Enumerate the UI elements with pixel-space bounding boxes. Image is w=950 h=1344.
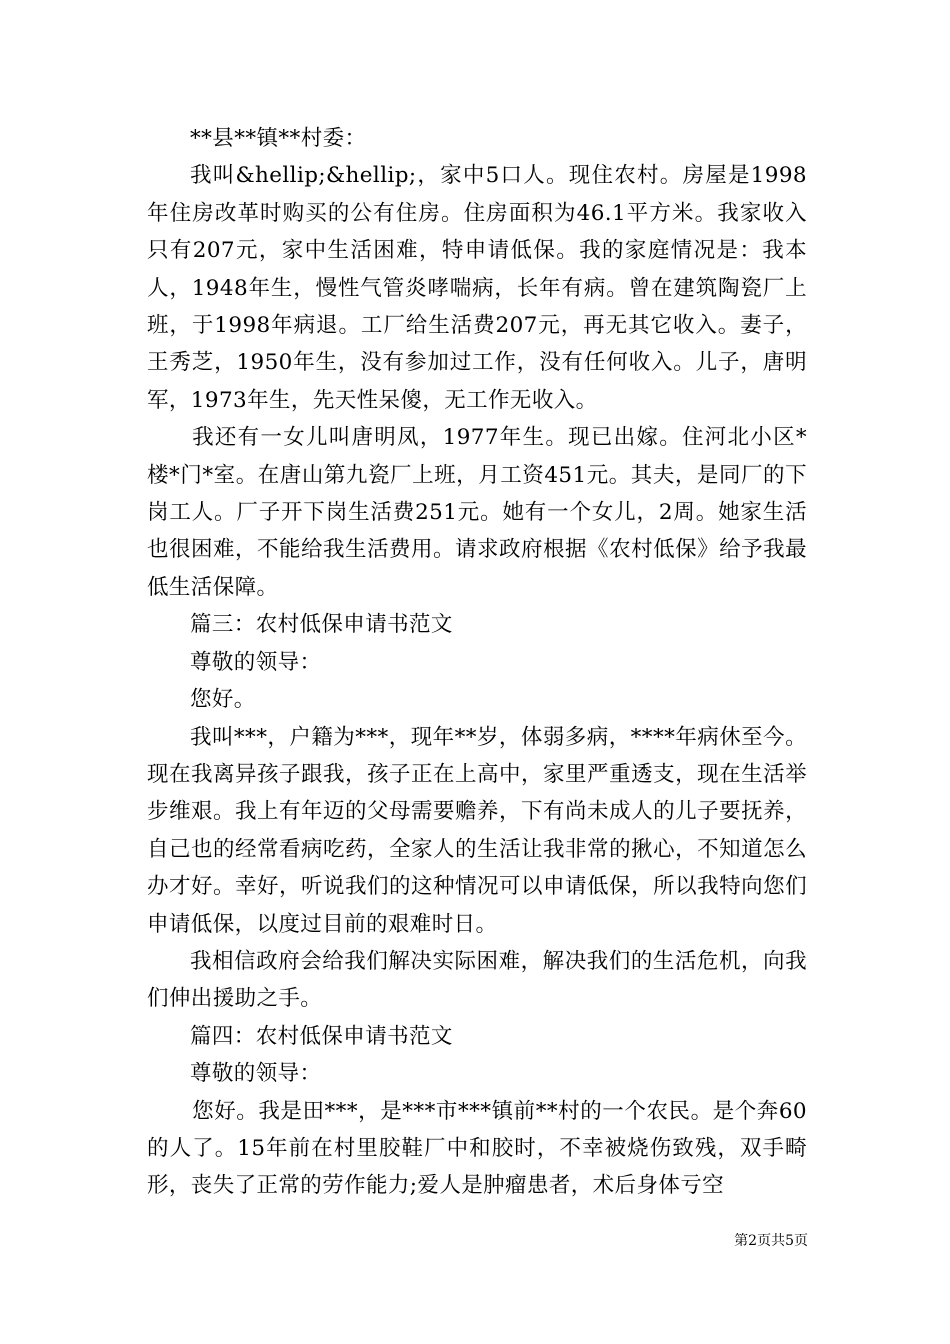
document-body <box>147 120 807 1205</box>
paragraph-farmer-situation: 您好。我是田***，是***市***镇前**村的一个农民。是个奔60的人了。15年前在村里胶鞋厂中和胶时，不幸被烧伤致残，双手畸形，丧失了正常的劳作能力;爱人是肿瘤患者，术后身体亏空 <box>147 1098 807 1199</box>
salutation-village-committee: **县**镇**村委： <box>190 126 367 151</box>
section-heading-part-three: 篇三：农村低保申请书范文 <box>190 612 453 638</box>
paragraph-request-help: 我相信政府会给我们解决实际困难，解决我们的生活危机，向我们伸出援助之手。 <box>147 948 807 1012</box>
paragraph-daughter-situation: 我还有一女儿叫唐明凤，1977年生。现已出嫁。住河北小区*楼*门*室。在唐山第九瓷厂上班，月工资451元。其夫，是同厂的下岗工人。厂子开下岗生活费251元。她有一个女儿，2周。她家生活也很困难，不能给我生活费用。请求政府根据《农村低保》给予我最低生活保障。 <box>147 425 807 600</box>
paragraph-applicant-situation: 我叫***，户籍为***，现年**岁，体弱多病，****年病休至今。现在我离异孩子跟我，孩子正在上高中，家里严重透支，现在生活举步维艰。我上有年迈的父母需要赡养，下有尚未成人的儿子要抚养，自己也的经常看病吃药，全家人的生活让我非常的揪心，不知道怎么办才好。幸好，听说我们的这种情况可以申请低保，所以我特向您们申请低保，以度过目前的艰难时日。 <box>147 724 807 937</box>
salutation-respected-leader: 尊敬的领导： <box>190 649 322 675</box>
page-number-label: 第2页共5页 <box>734 1233 808 1249</box>
page-footer <box>0 1232 808 1250</box>
salutation-respected-leader-2: 尊敬的领导： <box>190 1061 322 1087</box>
greeting-hello: 您好。 <box>190 687 256 713</box>
section-heading-part-four: 篇四：农村低保申请书范文 <box>190 1023 453 1049</box>
paragraph-family-situation: 我叫&hellip;&hellip;，家中5口人。现住农村。房屋是1998年住房改革时购买的公有住房。住房面积为46.1平方米。我家收入只有207元，家中生活困难，特申请低保。我的家庭情况是：我本人，1948年生，慢性气管炎哮喘病，长年有病。曾在建筑陶瓷厂上班，于1998年病退。工厂给生活费207元，再无其它收入。妻子，王秀芝，1950年生，没有参加过工作，没有任何收入。儿子，唐明军，1973年生，先天性呆傻，无工作无收入。 <box>147 163 807 413</box>
